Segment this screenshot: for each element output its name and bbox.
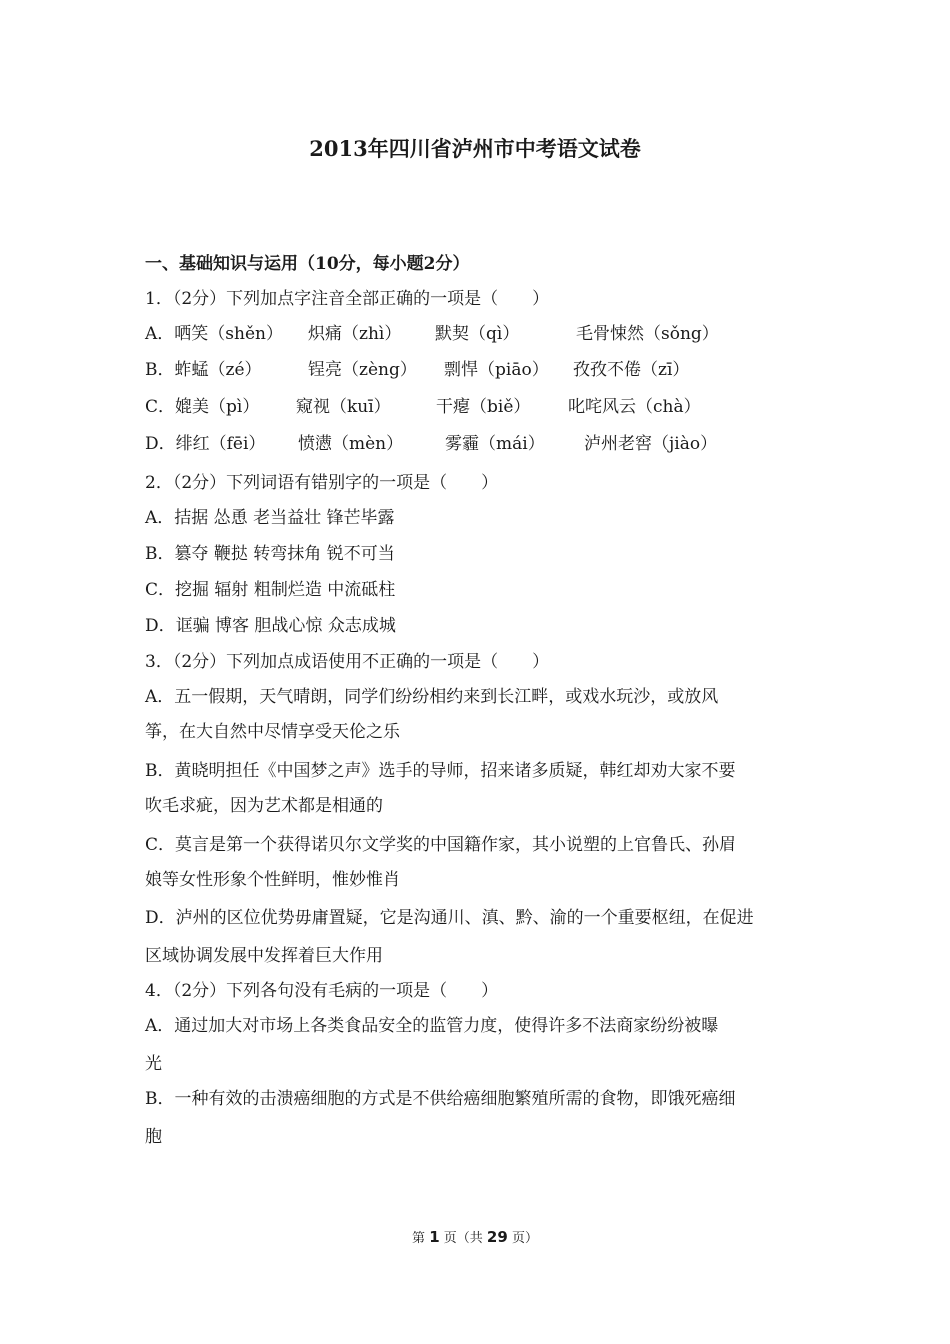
question-1-stem: 1．（2分）下列加点字注音全部正确的一项是（ ） xyxy=(145,289,550,309)
option-item: A．哂笑（shěn） xyxy=(145,324,283,344)
section-heading: 一、基础知识与运用（10分，每小题2分） xyxy=(145,254,470,274)
option-item: 愤懑（mèn） xyxy=(298,434,404,454)
option-item: 毛骨悚然（sǒng） xyxy=(576,324,719,344)
question-3-option-d: D．泸州的区位优势毋庸置疑，它是沟通川、滇、黔、渝的一个重要枢纽，在促进 xyxy=(145,908,754,928)
question-4-option-a-cont: 光 xyxy=(145,1054,162,1074)
question-3-option-c-cont: 娘等女性形象个性鲜明，惟妙惟肖 xyxy=(145,870,400,890)
question-3-option-a: A．五一假期，天气晴朗，同学们纷纷相约来到长江畔，或戏水玩沙，或放风 xyxy=(145,687,719,707)
question-3-stem: 3．（2分）下列加点成语使用不正确的一项是（ ） xyxy=(145,652,550,672)
option-item: D．绯红（fēi） xyxy=(145,434,266,454)
option-item: 锃亮（zèng） xyxy=(308,360,417,380)
question-1-option-a xyxy=(145,322,825,346)
option-item: 干瘪（biě） xyxy=(436,397,531,417)
option-item: B．蚱蜢（zé） xyxy=(145,360,262,380)
question-1-option-b xyxy=(145,358,825,382)
question-3-option-a-cont: 筝，在大自然中尽情享受天伦之乐 xyxy=(145,722,400,742)
footer-suffix: 页） xyxy=(511,1231,538,1246)
page-title: 2013年四川省泸州市中考语文试卷 xyxy=(309,136,641,161)
page-number: 1 xyxy=(429,1228,440,1246)
question-2-option-a: A．拮据 怂恿 老当益壮 锋芒毕露 xyxy=(145,508,395,528)
question-4-option-b-cont: 胞 xyxy=(145,1127,162,1147)
question-3-option-d-cont: 区域协调发展中发挥着巨大作用 xyxy=(145,946,383,966)
footer-middle: 页（共 xyxy=(443,1231,483,1246)
question-3-option-c: C．莫言是第一个获得诺贝尔文学奖的中国籍作家，其小说塑的上官鲁氏、孙眉 xyxy=(145,835,737,855)
question-3-option-b: B．黄晓明担任《中国梦之声》选手的导师，招来诸多质疑，韩红却劝大家不要 xyxy=(145,761,736,781)
page-footer xyxy=(0,1227,950,1249)
option-item: 雾霾（mái） xyxy=(445,434,545,454)
question-4-option-a: A．通过加大对市场上各类食品安全的监管力度，使得许多不法商家纷纷被曝 xyxy=(145,1016,719,1036)
option-item: C．媲美（pì） xyxy=(145,397,260,417)
option-item: 孜孜不倦（zī） xyxy=(573,360,690,380)
page-total: 29 xyxy=(486,1228,508,1246)
option-item: 剽悍（piāo） xyxy=(444,360,549,380)
question-1-option-c xyxy=(145,395,825,419)
question-1-option-d xyxy=(145,432,825,456)
question-2-option-c: C．挖掘 辐射 粗制烂造 中流砥柱 xyxy=(145,580,396,600)
option-item: 叱咤风云（chà） xyxy=(568,397,701,417)
footer-prefix: 第 xyxy=(412,1231,426,1246)
question-4-stem: 4．（2分）下列各句没有毛病的一项是（ ） xyxy=(145,981,499,1001)
option-item: 窥视（kuī） xyxy=(296,397,391,417)
option-item: 默契（qì） xyxy=(435,324,520,344)
option-item: 泸州老窖（jiào） xyxy=(584,434,718,454)
question-2-option-b: B．篡夺 鞭挞 转弯抹角 锐不可当 xyxy=(145,544,395,564)
question-2-option-d: D．诓骗 博客 胆战心惊 众志成城 xyxy=(145,616,396,636)
question-2-stem: 2．（2分）下列词语有错别字的一项是（ ） xyxy=(145,473,499,493)
question-4-option-b: B．一种有效的击溃癌细胞的方式是不供给癌细胞繁殖所需的食物，即饿死癌细 xyxy=(145,1089,736,1109)
question-3-option-b-cont: 吹毛求疵，因为艺术都是相通的 xyxy=(145,796,383,816)
option-item: 炽痛（zhì） xyxy=(308,324,402,344)
